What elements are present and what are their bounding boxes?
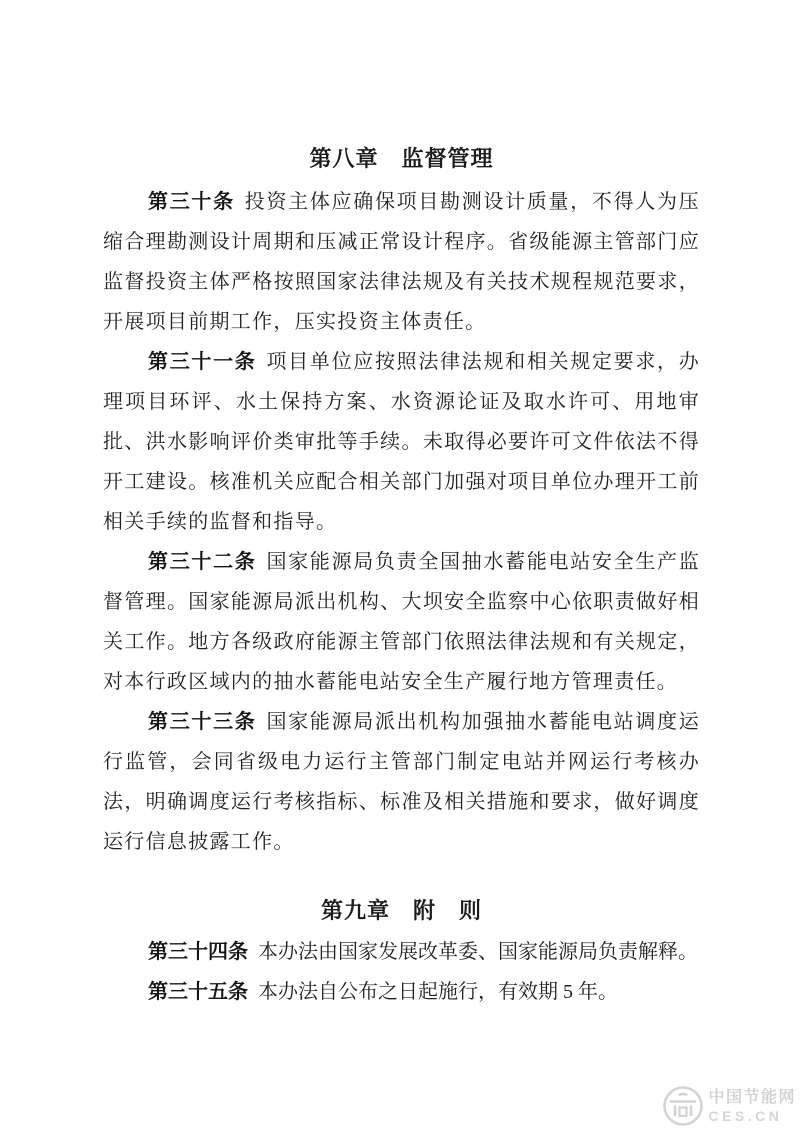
article-34-number: 第三十四条	[148, 941, 248, 963]
watermark-site-url: CES.CN	[708, 1107, 783, 1124]
article-33	[103, 702, 700, 862]
article-31	[103, 342, 700, 542]
article-31-text: 项目单位应按照法律法规和相关规定要求，办理项目环评、水土保持方案、水资源论证及取水许可、用地审批、洪水影响评价类审批等手续。未取得必要许可文件依法不得开工建设。核准机关应配合相关部门加强对项目单位办理开工前相关手续的监督和指导。	[103, 351, 701, 533]
article-30-number: 第三十条	[148, 191, 235, 213]
article-34	[103, 932, 700, 972]
article-34-text: 本办法由国家发展改革委、国家能源局负责解释。	[258, 941, 698, 963]
article-32-text: 国家能源局负责全国抽水蓄能电站安全生产监督管理。国家能源局派出机构、大坝安全监察中心依职责做好相关工作。地方各级政府能源主管部门依照法律法规和有关规定，对本行政区域内的抽水蓄能电站安全生产履行地方管理责任。	[103, 551, 701, 693]
article-31-number: 第三十一条	[148, 351, 257, 373]
article-33-number: 第三十三条	[148, 711, 257, 733]
watermark-text	[708, 1090, 796, 1123]
watermark	[662, 1085, 796, 1127]
article-33-text: 国家能源局派出机构加强抽水蓄能电站调度运行监管，会同省级电力运行主管部门制定电站并网运行考核办法，明确调度运行考核指标、标准及相关措施和要求，做好调度运行信息披露工作。	[103, 711, 701, 853]
watermark-site-name: 中国节能网	[708, 1088, 796, 1106]
article-30	[103, 182, 700, 342]
document-content	[103, 146, 700, 1012]
article-35-text: 本办法自公布之日起施行，有效期 5 年。	[258, 981, 618, 1003]
article-35	[103, 972, 700, 1012]
ces-circle-logo-icon	[662, 1085, 704, 1127]
article-32-number: 第三十二条	[148, 551, 257, 573]
chapter-9-title: 第九章 附 则	[320, 898, 482, 923]
article-30-text: 投资主体应确保项目勘测设计质量，不得人为压缩合理勘测设计周期和压减正常设计程序。省级能源主管部门应监督投资主体严格按照国家法律法规及有关技术规程规范要求，开展项目前期工作，压实投资主体责任。	[103, 191, 700, 333]
article-32	[103, 542, 700, 702]
article-35-number: 第三十五条	[148, 981, 248, 1003]
chapter-8-title: 第八章 监督管理	[309, 146, 494, 171]
